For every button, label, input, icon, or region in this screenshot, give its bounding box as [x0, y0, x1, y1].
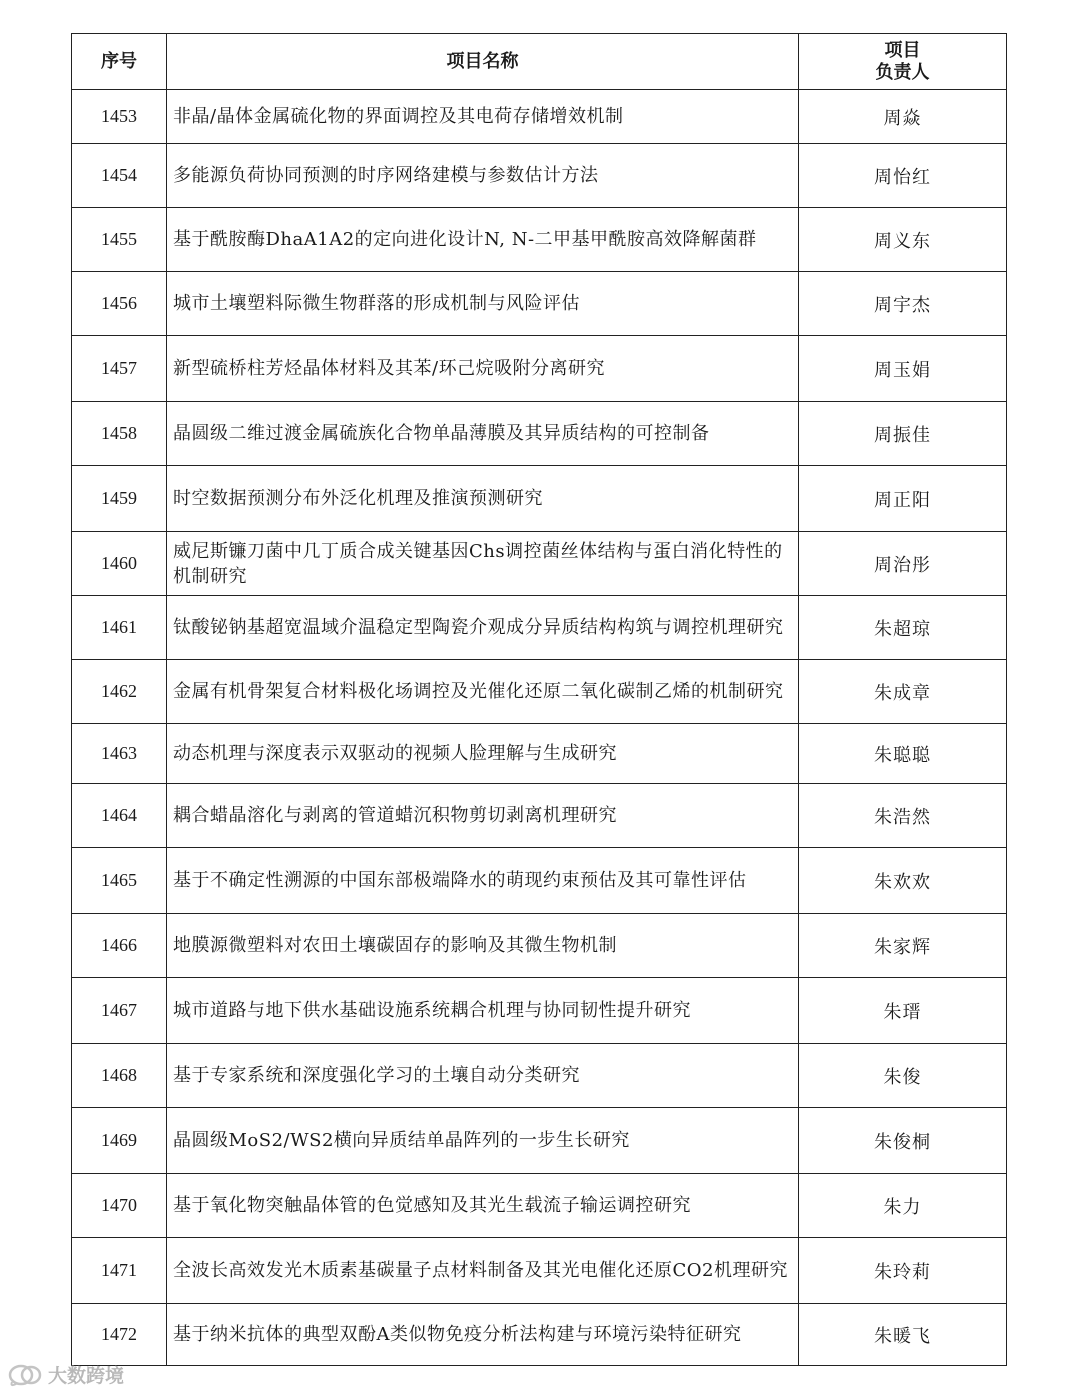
- row-num: 1468: [72, 1044, 167, 1108]
- watermark-text: 大数跨境: [48, 1365, 125, 1387]
- row-num: 1463: [72, 724, 167, 784]
- project-table: [71, 33, 1007, 1366]
- table-row: [72, 1304, 1007, 1366]
- row-num: 1464: [72, 784, 167, 848]
- header-person: [799, 34, 1007, 90]
- row-num: 1465: [72, 848, 167, 914]
- row-title: 钛酸铋钠基超宽温域介温稳定型陶瓷介观成分异质结构构筑与调控机理研究: [167, 596, 799, 660]
- row-num: 1458: [72, 402, 167, 466]
- row-person: 周正阳: [799, 466, 1007, 532]
- row-person: 朱欢欢: [799, 848, 1007, 914]
- row-num: 1466: [72, 914, 167, 978]
- row-title: 基于酰胺酶DhaA1A2的定向进化设计N, N-二甲基甲酰胺高效降解菌群: [167, 208, 799, 272]
- row-person: 朱浩然: [799, 784, 1007, 848]
- row-num: 1453: [72, 90, 167, 144]
- table-row: [72, 1238, 1007, 1304]
- row-person: 周玉娟: [799, 336, 1007, 402]
- row-title: 新型硫桥柱芳烃晶体材料及其苯/环己烷吸附分离研究: [167, 336, 799, 402]
- table-row: [72, 402, 1007, 466]
- row-num: 1472: [72, 1304, 167, 1366]
- row-title: 基于不确定性溯源的中国东部极端降水的萌现约束预估及其可靠性评估: [167, 848, 799, 914]
- header-title: 项目名称: [167, 34, 799, 90]
- row-num: 1457: [72, 336, 167, 402]
- row-title: 动态机理与深度表示双驱动的视频人脸理解与生成研究: [167, 724, 799, 784]
- row-person: 朱聪聪: [799, 724, 1007, 784]
- watermark-logo-icon: [8, 1362, 42, 1388]
- table-row: [72, 336, 1007, 402]
- table-row: [72, 1108, 1007, 1174]
- row-person: 朱力: [799, 1174, 1007, 1238]
- row-title: 非晶/晶体金属硫化物的界面调控及其电荷存储增效机制: [167, 90, 799, 144]
- row-title: 金属有机骨架复合材料极化场调控及光催化还原二氧化碳制乙烯的机制研究: [167, 660, 799, 724]
- row-person: 朱家辉: [799, 914, 1007, 978]
- row-num: 1469: [72, 1108, 167, 1174]
- table-row: [72, 90, 1007, 144]
- table-row: [72, 1044, 1007, 1108]
- row-person: 周宇杰: [799, 272, 1007, 336]
- header-person-line2: 负责人: [875, 61, 930, 83]
- row-num: 1455: [72, 208, 167, 272]
- row-title: 城市土壤塑料际微生物群落的形成机制与风险评估: [167, 272, 799, 336]
- row-title: 多能源负荷协同预测的时序网络建模与参数估计方法: [167, 144, 799, 208]
- row-title: 基于专家系统和深度强化学习的土壤自动分类研究: [167, 1044, 799, 1108]
- row-person: 朱成章: [799, 660, 1007, 724]
- table-row: [72, 914, 1007, 978]
- row-person: 朱瑨: [799, 978, 1007, 1044]
- row-person: 朱玲莉: [799, 1238, 1007, 1304]
- row-title: 地膜源微塑料对农田土壤碳固存的影响及其微生物机制: [167, 914, 799, 978]
- row-person: 朱俊: [799, 1044, 1007, 1108]
- row-title: 晶圆级MoS2/WS2横向异质结单晶阵列的一步生长研究: [167, 1108, 799, 1174]
- row-person: 周振佳: [799, 402, 1007, 466]
- row-person: 周怡红: [799, 144, 1007, 208]
- table-row: [72, 848, 1007, 914]
- table-row: [72, 784, 1007, 848]
- header-num: 序号: [72, 34, 167, 90]
- row-person: 朱超琼: [799, 596, 1007, 660]
- row-person: 周义东: [799, 208, 1007, 272]
- row-title: 时空数据预测分布外泛化机理及推演预测研究: [167, 466, 799, 532]
- header-person-line1: 项目: [884, 39, 921, 61]
- table-row: [72, 978, 1007, 1044]
- header-row: [72, 34, 1007, 90]
- row-person: 周治彤: [799, 532, 1007, 596]
- row-title: 耦合蜡晶溶化与剥离的管道蜡沉积物剪切剥离机理研究: [167, 784, 799, 848]
- row-title: 基于纳米抗体的典型双酚A类似物免疫分析法构建与环境污染特征研究: [167, 1304, 799, 1366]
- row-num: 1461: [72, 596, 167, 660]
- row-num: 1471: [72, 1238, 167, 1304]
- row-person: 朱俊桐: [799, 1108, 1007, 1174]
- row-title: 基于氧化物突触晶体管的色觉感知及其光生载流子输运调控研究: [167, 1174, 799, 1238]
- row-num: 1462: [72, 660, 167, 724]
- row-num: 1467: [72, 978, 167, 1044]
- row-person: 朱暖飞: [799, 1304, 1007, 1366]
- table-row: [72, 466, 1007, 532]
- row-person: 周焱: [799, 90, 1007, 144]
- table-row: [72, 144, 1007, 208]
- row-num: 1470: [72, 1174, 167, 1238]
- row-num: 1456: [72, 272, 167, 336]
- row-title: 全波长高效发光木质素基碳量子点材料制备及其光电催化还原CO2机理研究: [167, 1238, 799, 1304]
- row-title: 威尼斯镰刀菌中几丁质合成关键基因Chs调控菌丝体结构与蛋白消化特性的机制研究: [167, 532, 799, 596]
- watermark: [8, 1361, 124, 1388]
- row-title: 晶圆级二维过渡金属硫族化合物单晶薄膜及其异质结构的可控制备: [167, 402, 799, 466]
- table-row: [72, 1174, 1007, 1238]
- table-row: [72, 724, 1007, 784]
- table-row: [72, 660, 1007, 724]
- table-row: [72, 208, 1007, 272]
- table-row: [72, 532, 1007, 596]
- table-row: [72, 272, 1007, 336]
- row-num: 1454: [72, 144, 167, 208]
- row-title: 城市道路与地下供水基础设施系统耦合机理与协同韧性提升研究: [167, 978, 799, 1044]
- table-row: [72, 596, 1007, 660]
- row-num: 1460: [72, 532, 167, 596]
- row-num: 1459: [72, 466, 167, 532]
